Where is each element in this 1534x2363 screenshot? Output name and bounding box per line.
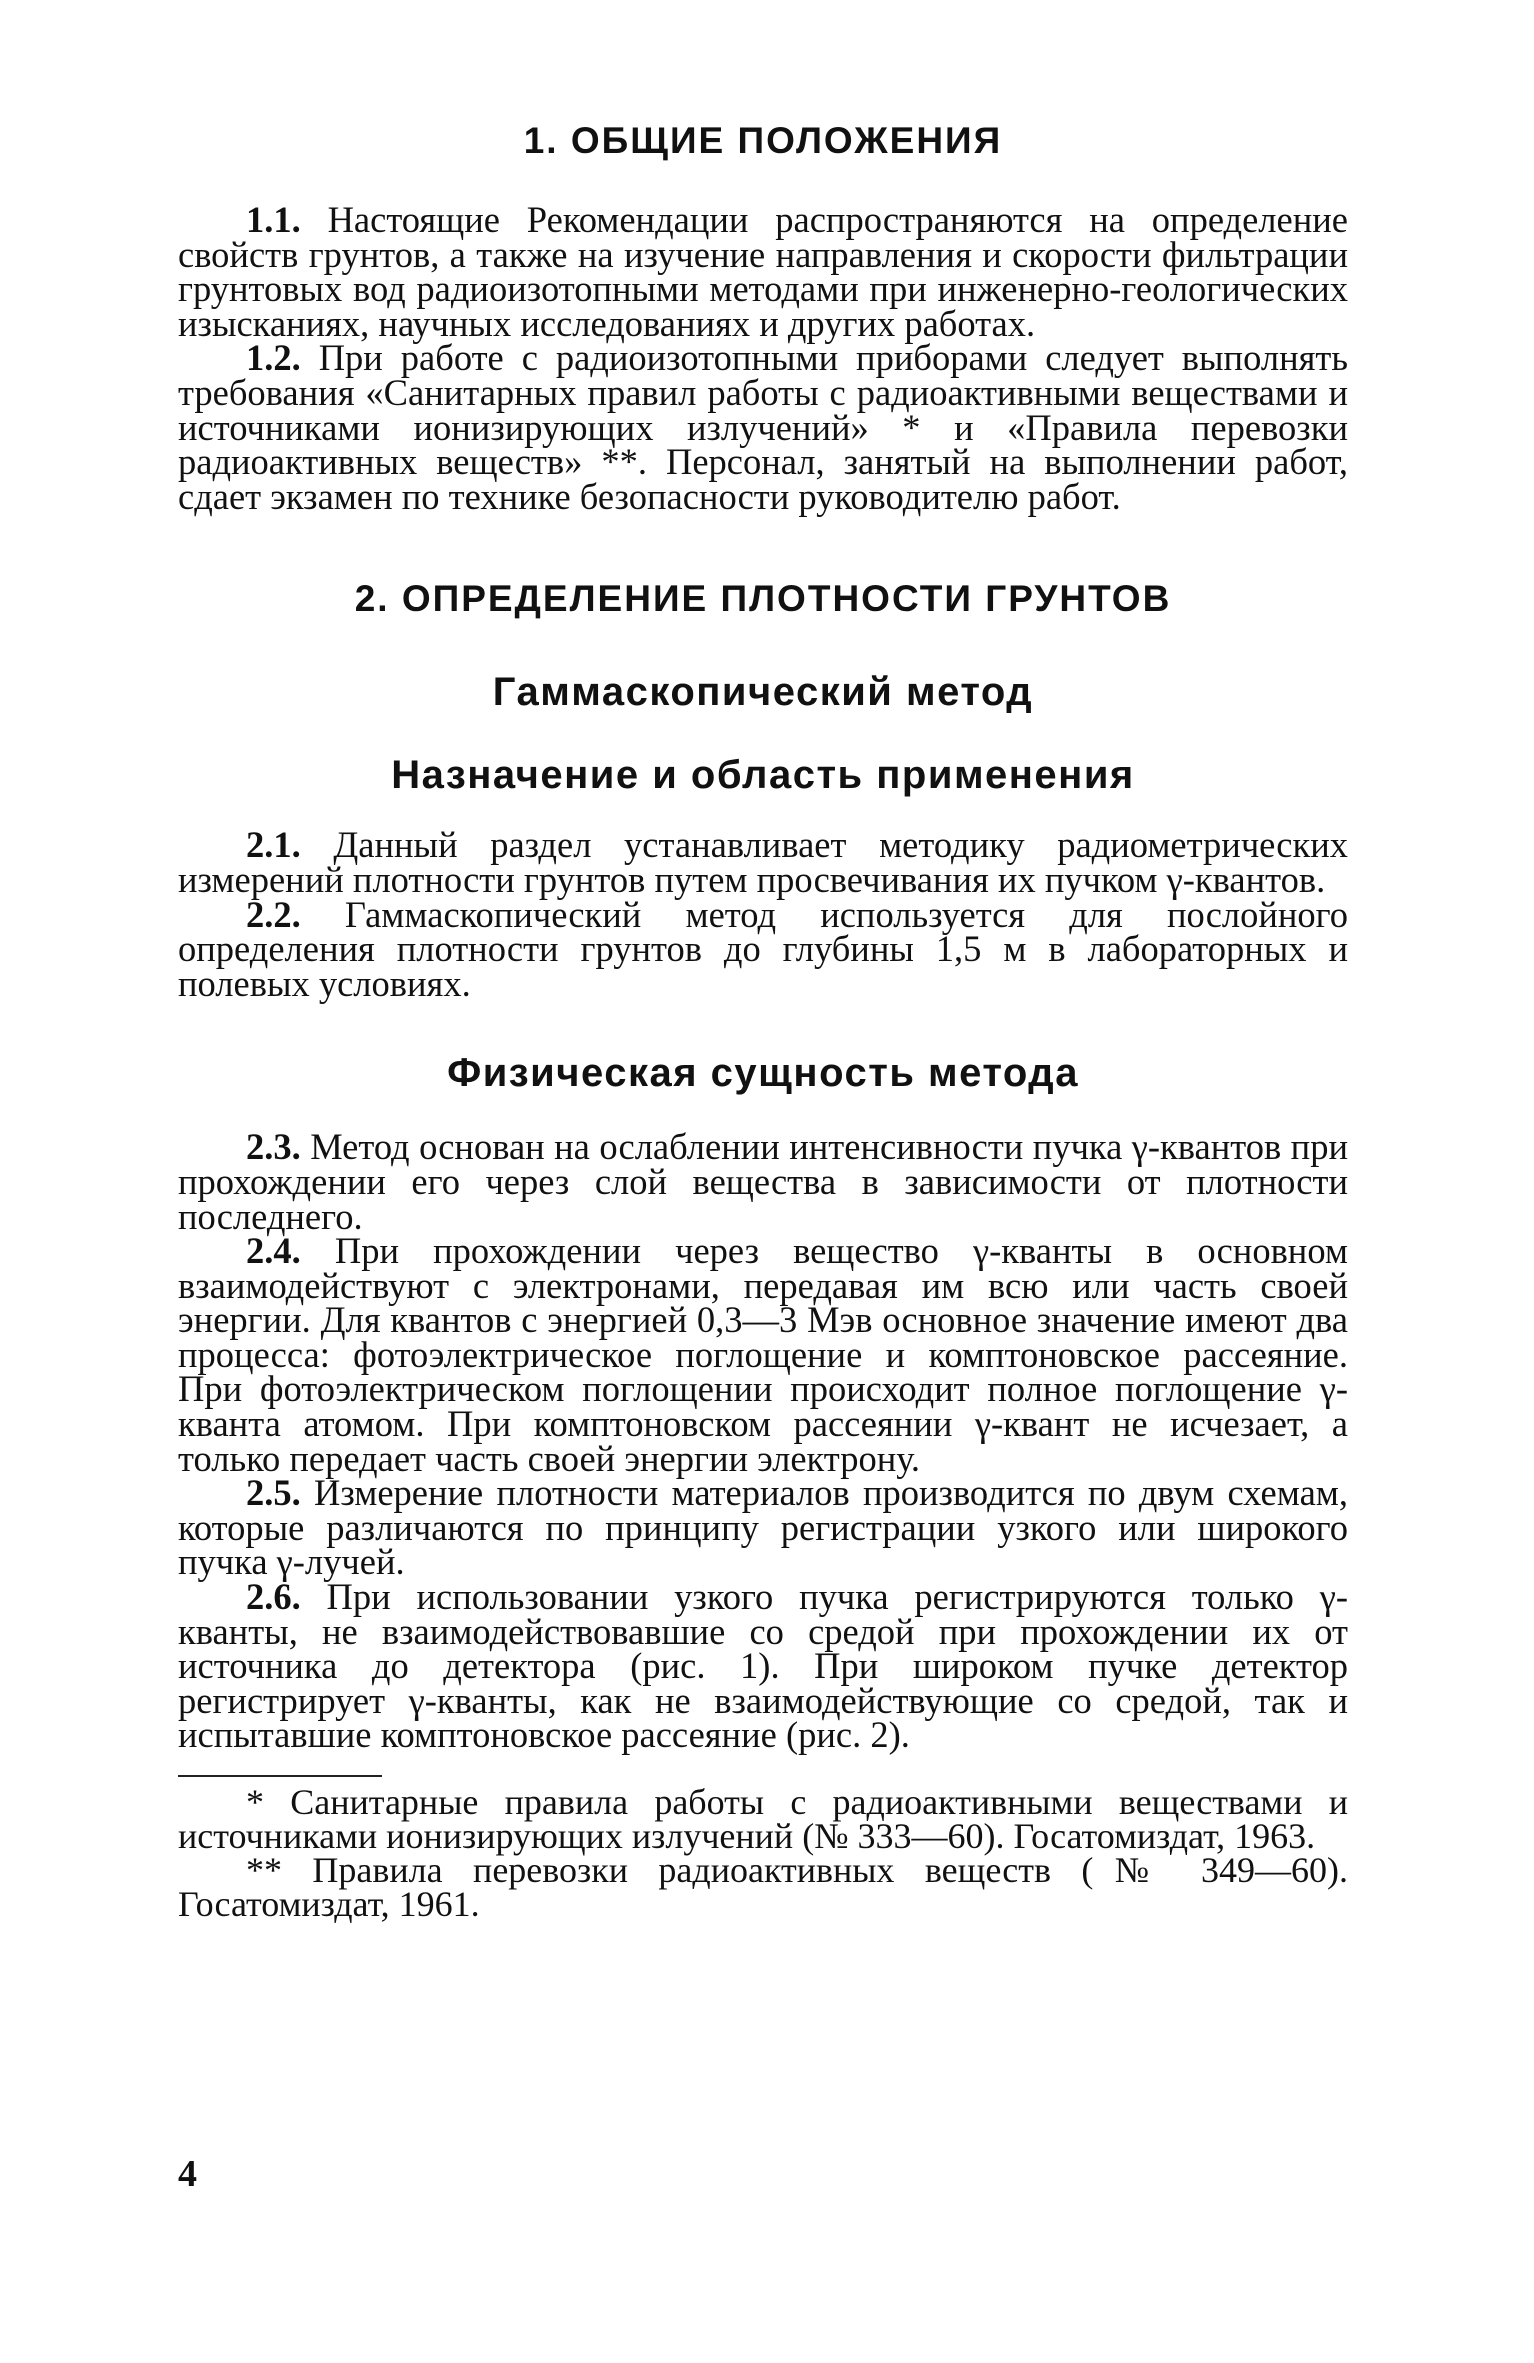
paragraph-text: При прохождении через вещество γ-кванты в основном взаимодействуют с электронами, передавая им всю или часть своей энергии. Для квантов с энергией 0,3—3 Мэв основное значение имеют два процесса: фотоэлектрическое поглощение и комптоновское рассеяние. При фотоэлектрическом поглощении происходит полное поглощение γ-кванта атомом. При комптоновском рассеянии γ-квант не исчезает, а только передает часть своей энергии электрону.: [178, 1230, 1348, 1479]
paragraph-2-1: [178, 824, 1348, 900]
paragraph-number: 2.4.: [246, 1230, 301, 1272]
paragraph-2-6: [178, 1576, 1348, 1756]
paragraph-text: При работе с радиоизотопными приборами следует выполнять требования «Санитарных правил работы с радиоактивными веществами и источниками ионизирующих излучений» * и «Правила перевозки радиоактивных веществ» **. Персонал, занятый на выполнении работ, сдает экзамен по технике безопасности руководителю работ.: [178, 337, 1348, 517]
paragraph-number: 2.5.: [246, 1472, 301, 1514]
paragraph-number: 1.2.: [246, 337, 301, 379]
physics-title: Физическая сущность метода: [447, 1051, 1079, 1096]
paragraph-number: 1.1.: [246, 199, 301, 240]
paragraph-2-3: [178, 1126, 1348, 1237]
paragraph-2-4: [178, 1230, 1348, 1479]
paragraph-1-2: [178, 337, 1348, 517]
paragraph-text: Гаммаскопический метод используется для послойного определения плотности грунтов до глубины 1,5 м в лабораторных и полевых условиях.: [178, 893, 1348, 1004]
paragraph-2-5: [178, 1472, 1348, 1583]
paragraph-text: Метод основан на ослаблении интенсивности пучка γ-квантов при прохождении его через слой вещества в зависимости от плотности последнего.: [178, 1126, 1348, 1237]
paragraph-number: 2.2.: [246, 893, 301, 935]
section-2-title: 2. ОПРЕДЕЛЕНИЕ ПЛОТНОСТИ ГРУНТОВ: [354, 578, 1172, 620]
paragraph-number: 2.6.: [246, 1576, 301, 1618]
footnote-1: * Санитарные правила работы с радиоактивными веществами и источниками ионизирующих излучений (№ 333—60). Госатомиздат, 1963.: [178, 1782, 1348, 1856]
section-1-title: 1. ОБЩИЕ ПОЛОЖЕНИЯ: [523, 120, 1003, 161]
paragraph-text: Данный раздел устанавливает методику радиометрических измерений плотности грунтов путем просвечивания их пучком γ-квантов.: [178, 824, 1348, 900]
paragraph-text: Измерение плотности материалов производится по двум схемам, которые различаются по принципу регистрации узкого или широкого пучка γ-лучей.: [178, 1472, 1348, 1583]
paragraph-number: 2.1.: [246, 824, 301, 866]
paragraph-1-1: [178, 199, 1348, 344]
purpose-title: Назначение и область применения: [391, 753, 1135, 798]
footnote-divider: [178, 1775, 382, 1777]
footnote-2: ** Правила перевозки радиоактивных веществ (№ 349—60). Госатомиздат, 1961.: [178, 1850, 1348, 1924]
paragraph-text: Настоящие Рекомендации распространяются на определение свойств грунтов, а также на изучение направления и скорости фильтрации грунтовых вод радиоизотопными методами при инженерно-геологических изысканиях, научных исследованиях и других работах.: [178, 199, 1348, 344]
page-number: 4: [178, 2153, 197, 2195]
method-title: Гаммаскопический метод: [492, 670, 1034, 715]
paragraph-2-2: [178, 893, 1348, 1004]
page-body: [178, 120, 1348, 1924]
paragraph-number: 2.3.: [246, 1126, 301, 1168]
paragraph-text: При использовании узкого пучка регистрируются только γ-кванты, не взаимодействовавшие со средой при прохождении их от источника до детектора (рис. 1). При широком пучке детектор регистрирует γ-кванты, как не взаимодействующие со средой, так и испытавшие комптоновское рассеяние (рис. 2).: [178, 1576, 1348, 1756]
